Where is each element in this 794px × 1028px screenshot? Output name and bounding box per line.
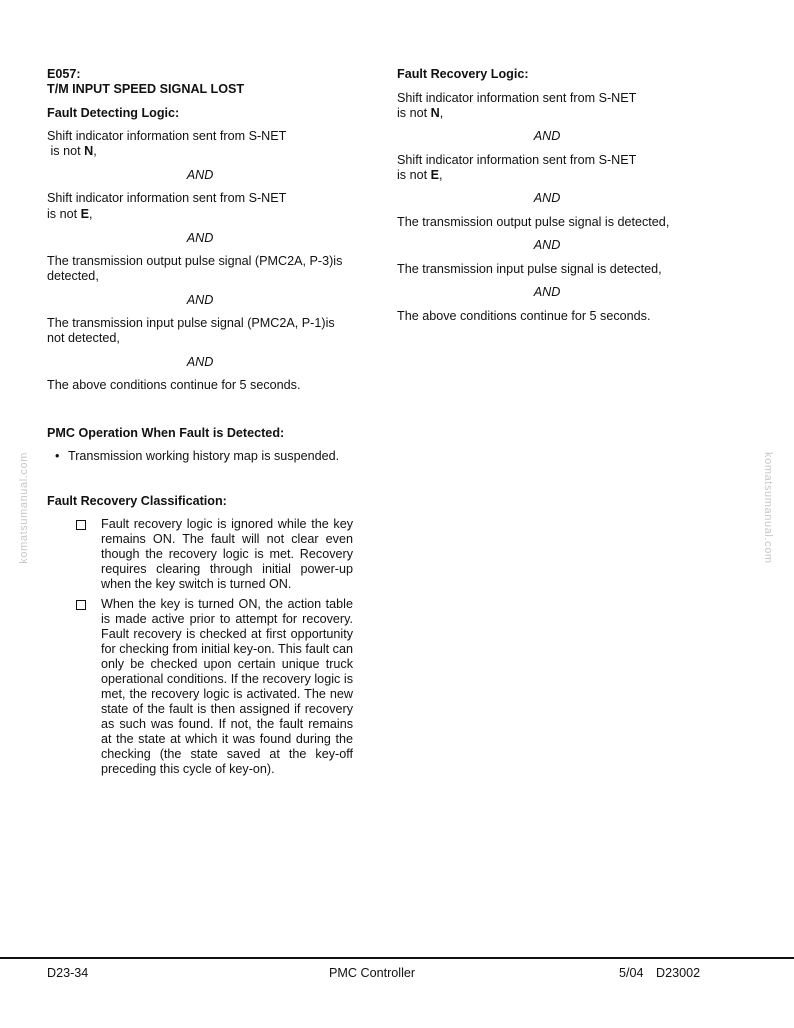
and-separator: AND: [533, 238, 561, 252]
pmc-operation-heading: PMC Operation When Fault is Detected:: [47, 426, 285, 440]
recovery-cond3: The transmission output pulse signal is detected,: [397, 215, 670, 229]
recovery-classification-heading: Fault Recovery Classification:: [47, 494, 227, 508]
fault-detecting-heading: Fault Detecting Logic:: [47, 106, 180, 120]
detect-cond4-line2: not detected,: [47, 331, 120, 345]
fault-recovery-heading: Fault Recovery Logic:: [397, 67, 529, 81]
and-separator: AND: [186, 168, 214, 182]
detect-cond1-line1: Shift indicator information sent from S-NET: [47, 129, 287, 143]
detect-cond1-line2: is not N,: [47, 144, 97, 158]
detect-cond3-line1: The transmission output pulse signal (PMC2A, P-3)is: [47, 254, 343, 268]
pmc-operation-text: Transmission working history map is suspended.: [68, 449, 340, 463]
watermark-right: komatsumanual.com: [762, 452, 774, 564]
fault-title: T/M INPUT SPEED SIGNAL LOST: [47, 82, 245, 96]
classification-item-1: Fault recovery logic is ignored while the key remains ON. The fault will not clear even though the recovery logic is met. Recovery requires clearing through initial power-up when the key switch is turned ON.: [101, 517, 353, 591]
recovery-cond4: The transmission input pulse signal is detected,: [397, 262, 662, 276]
and-separator: AND: [186, 293, 214, 307]
footer-doc-number: D23002: [656, 966, 701, 980]
detect-cond4-line1: The transmission input pulse signal (PMC2A, P-1)is: [47, 316, 335, 330]
detect-cond3-line2: detected,: [47, 269, 99, 283]
watermark-left: komatsumanual.com: [18, 452, 30, 564]
classification-item-2: When the key is turned ON, the action table is made active prior to attempt for recovery. Fault recovery is checked at first opportunity for checking from initial key-on. This fault can only be checked upon certain unique truck operational conditions. If the recovery logic is met, the recovery logic is activated. The new state of the fault is then assigned if recovery as such was found. If not, the fault remains at the state at which it was found during the checking (the state saved at the key-off preceding this cycle of key-on).: [101, 597, 353, 776]
detect-cond2-line2: is not E,: [47, 207, 93, 221]
footer-page-number: D23-34: [47, 966, 89, 980]
recovery-cond5: The above conditions continue for 5 seconds.: [397, 309, 651, 323]
and-separator: AND: [186, 355, 214, 369]
and-separator: AND: [186, 231, 214, 245]
fault-code: E057:: [47, 67, 81, 81]
recovery-cond1-line2: is not N,: [397, 106, 444, 120]
and-separator: AND: [533, 285, 561, 299]
checkbox-icon: [76, 518, 88, 530]
detect-cond2-line1: Shift indicator information sent from S-NET: [47, 191, 287, 205]
and-separator: AND: [533, 129, 561, 143]
footer-section-title: PMC Controller: [329, 966, 416, 980]
pmc-operation-item: [47, 449, 353, 464]
footer-divider: [0, 957, 794, 959]
footer-date: 5/04: [619, 966, 644, 980]
checkbox-icon: [76, 598, 88, 610]
detect-cond5: The above conditions continue for 5 seconds.: [47, 378, 301, 392]
bullet-dot: •: [55, 449, 60, 463]
recovery-cond2-line1: Shift indicator information sent from S-NET: [397, 153, 637, 167]
recovery-cond1-line1: Shift indicator information sent from S-NET: [397, 91, 637, 105]
and-separator: AND: [533, 191, 561, 205]
recovery-cond2-line2: is not E,: [397, 168, 443, 182]
